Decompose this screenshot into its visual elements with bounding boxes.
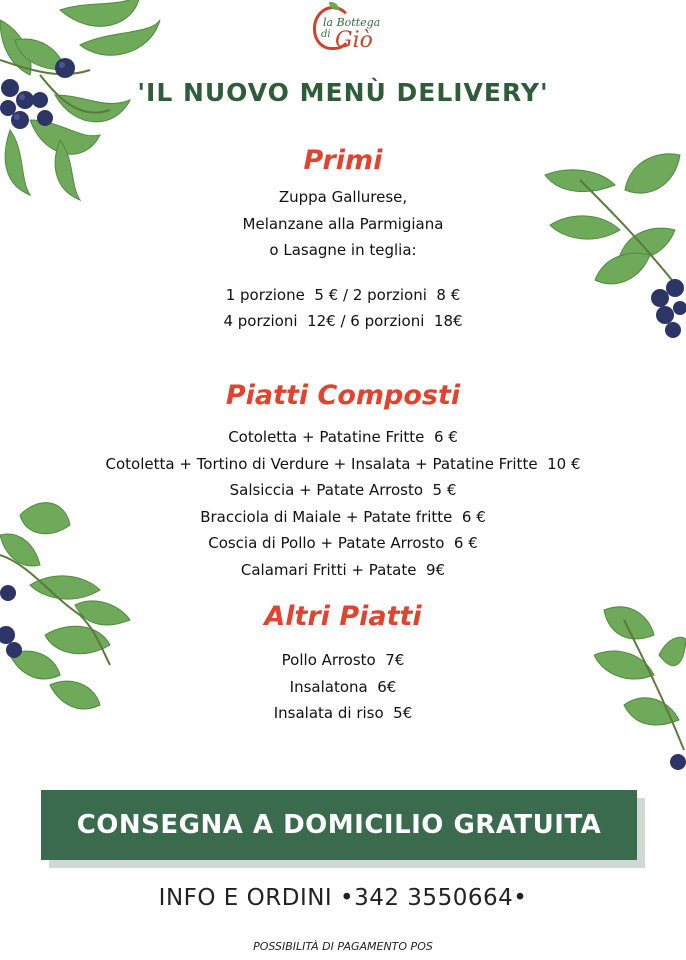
menu-line-price: 1 porzione 5 € / 2 porzioni 8 € [225, 285, 461, 304]
menu-line: Cotoletta + Tortino di Verdure + Insalata + Patatine Fritte 10 € [105, 454, 581, 473]
logo-text-gio: Giò [335, 28, 373, 53]
menu-line: Cotoletta + Patatine Fritte 6 € [228, 428, 458, 446]
free-delivery-banner [41, 790, 637, 860]
logo-text-di: di [321, 29, 331, 40]
section-altri-piatti-lines [0, 647, 686, 727]
menu-line: Salsiccia + Patate Arrosto 5 € [229, 481, 457, 499]
order-info-phone: INFO E ORDINI •342 3550664• [158, 885, 528, 911]
section-title-primi: Primi [303, 145, 383, 176]
menu-line: Calamari Fritti + Patate 9€ [240, 560, 446, 579]
section-primi-lines [0, 184, 686, 335]
menu-line: Bracciola di Maiale + Patate fritte 6 € [200, 507, 486, 526]
menu-line: o Lasagne in teglia: [269, 241, 417, 259]
menu-line: Insalatona 6€ [289, 677, 397, 696]
menu-line-price: 4 porzioni 12€ / 6 porzioni 18€ [223, 312, 463, 330]
menu-line: Insalata di riso 5€ [273, 704, 413, 722]
payment-footnote: POSSIBILITÀ DI PAGAMENTO POS [253, 940, 433, 953]
section-title-altri-piatti: Altri Piatti [264, 601, 422, 632]
menu-line: Coscia di Pollo + Patate Arrosto 6 € [208, 534, 478, 552]
brand-logo [305, 2, 385, 64]
section-title-piatti-composti: Piatti Composti [225, 380, 461, 411]
page-title: 'IL NUOVO MENÙ DELIVERY' [137, 78, 549, 107]
section-piatti-composti-lines [0, 424, 686, 583]
logo-text-bottega: la Bottega [323, 16, 381, 29]
banner-text: CONSEGNA A DOMICILIO GRATUITA [76, 810, 602, 840]
menu-line: Zuppa Gallurese, [278, 188, 408, 206]
menu-line: Melanzane alla Parmigiana [242, 214, 444, 233]
menu-line-spacer [0, 264, 686, 282]
menu-line: Pollo Arrosto 7€ [281, 651, 405, 669]
